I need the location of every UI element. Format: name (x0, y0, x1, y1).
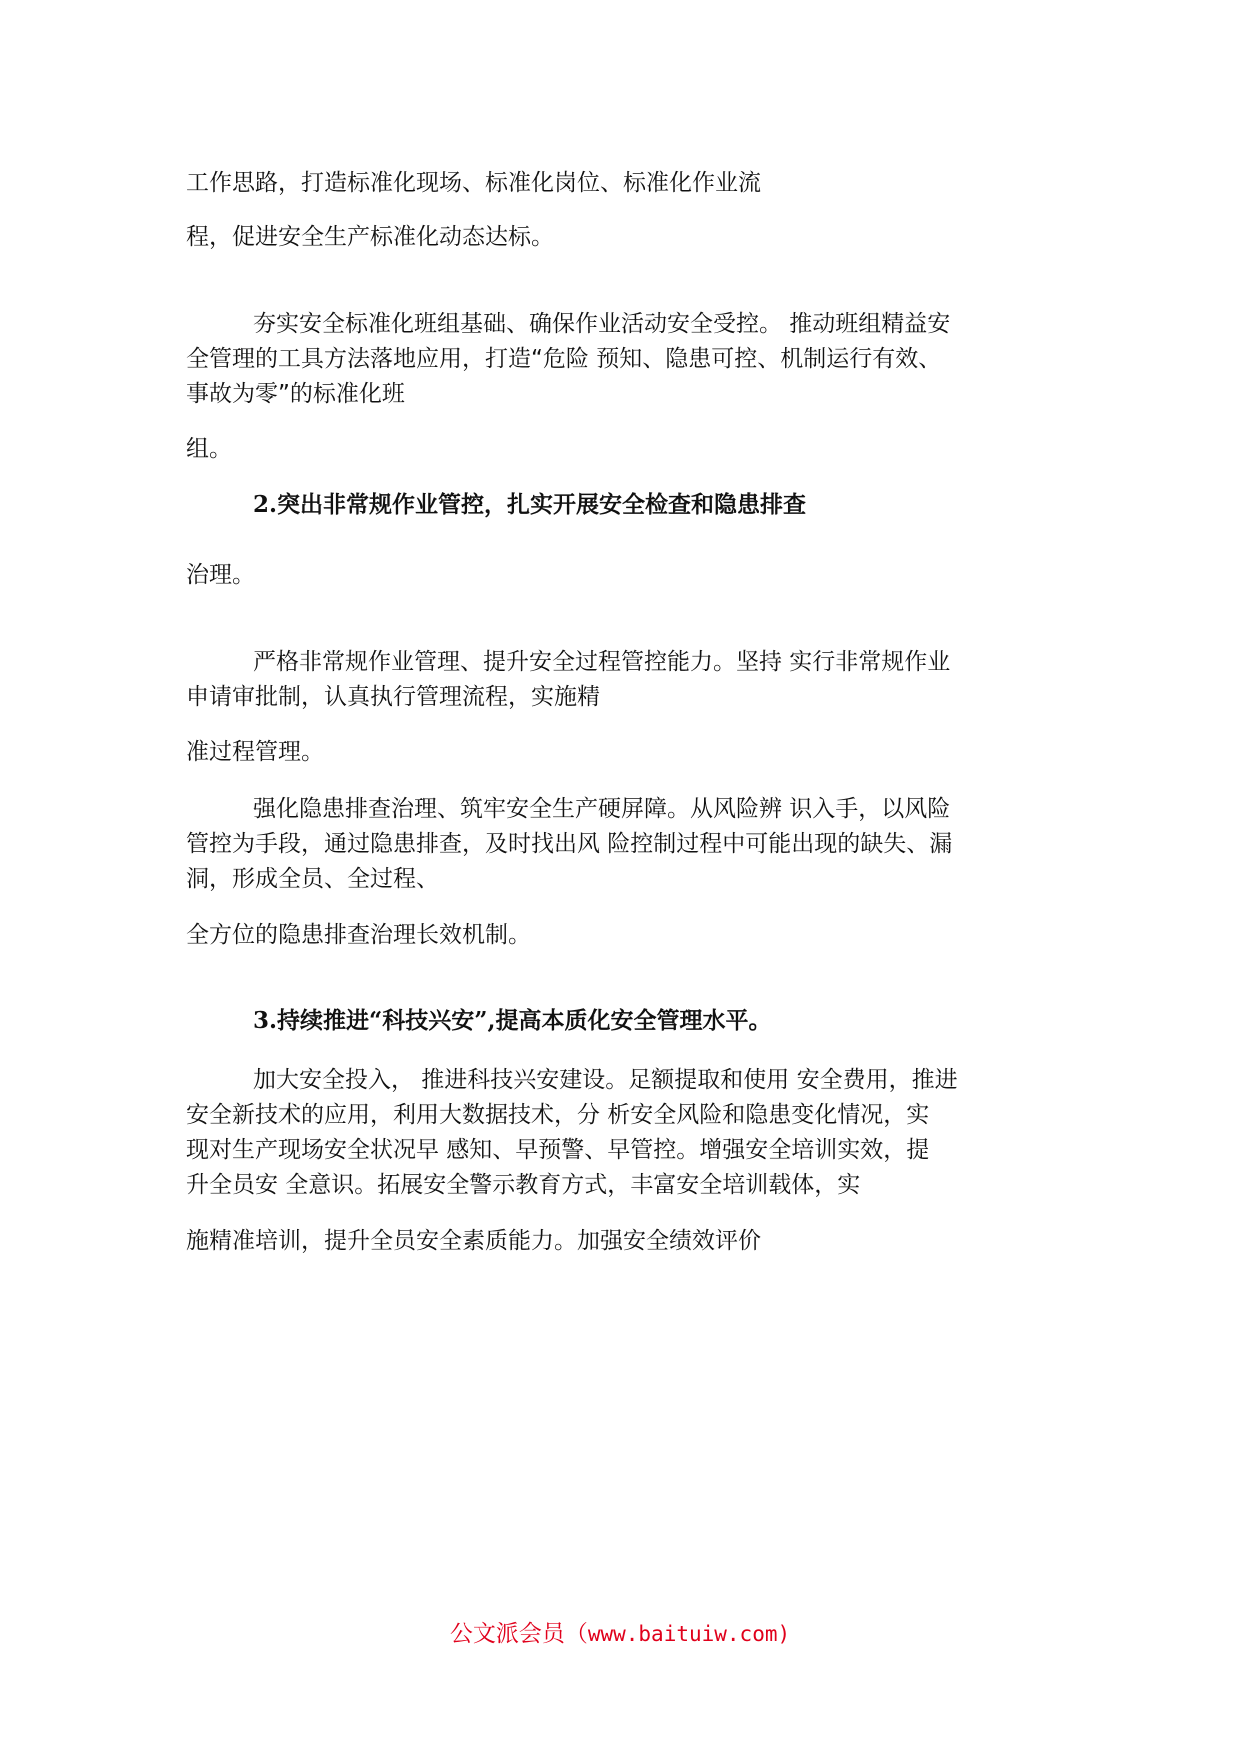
paragraph-line: 洞，形成全员、全过程、 (186, 866, 439, 892)
section-heading: 2.突出非常规作业管控，扎实开展安全检查和隐患排查 (253, 491, 807, 518)
paragraph-line: 组。 (186, 436, 232, 462)
paragraph-line: 工作思路，打造标准化现场、标准化岗位、标准化作业流 (186, 170, 761, 196)
section-heading: 3.持续推进“科技兴安”,提高本质化安全管理水平。 (253, 1007, 772, 1034)
footer-url-link[interactable]: www.baituiw.com (587, 1622, 778, 1646)
paragraph-line: 全方位的隐患排查治理长效机制。 (186, 922, 531, 948)
footer-label: 公文派会员（ (449, 1621, 588, 1647)
paragraph-line: 施精准培训，提升全员安全素质能力。加强安全绩效评价 (186, 1228, 761, 1254)
paragraph-line: 严格非常规作业管理、提升安全过程管控能力。坚持 实行非常规作业 (253, 649, 951, 675)
paragraph-line: 事故为零”的标准化班 (186, 381, 405, 407)
paragraph-line: 升全员安 全意识。拓展安全警示教育方式，丰富安全培训载体，实 (186, 1172, 861, 1198)
paragraph-line: 现对生产现场安全状况早 感知、早预警、早管控。增强安全培训实效，提 (186, 1137, 930, 1163)
paragraph-line: 强化隐患排查治理、筑牢安全生产硬屏障。从风险辨 识入手，以风险 (253, 796, 951, 822)
paragraph-line: 治理。 (186, 562, 255, 588)
paragraph-line: 加大安全投入， 推进科技兴安建设。足额提取和使用 安全费用，推进 (253, 1067, 958, 1093)
footer-close-paren: ) (777, 1622, 791, 1646)
paragraph-line: 程，促进安全生产标准化动态达标。 (186, 224, 554, 250)
paragraph-line: 安全新技术的应用，利用大数据技术，分 析安全风险和隐患变化情况，实 (186, 1102, 930, 1128)
paragraph-line: 管控为手段，通过隐患排查，及时找出风 险控制过程中可能出现的缺失、漏 (186, 831, 953, 857)
paragraph-line: 夯实安全标准化班组基础、确保作业活动安全受控。 推动班组精益安 (253, 311, 951, 337)
paragraph-line: 申请审批制，认真执行管理流程，实施精 (186, 684, 600, 710)
paragraph-line: 准过程管理。 (186, 739, 324, 765)
paragraph-line: 全管理的工具方法落地应用，打造“危险 预知、隐患可控、机制运行有效、 (186, 346, 942, 372)
footer-watermark (0, 1615, 1240, 1648)
